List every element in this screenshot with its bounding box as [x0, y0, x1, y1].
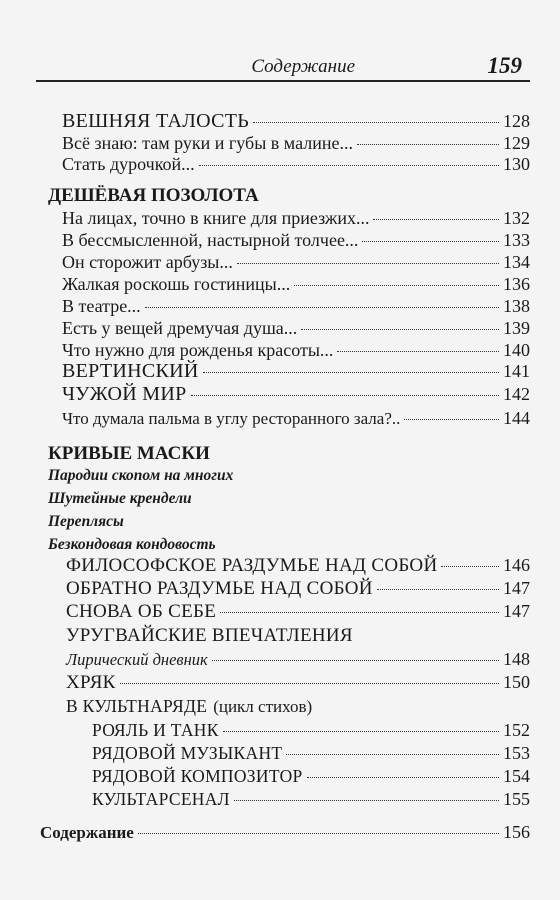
toc-entry[interactable] — [66, 649, 530, 670]
toc-entry-page: 147 — [503, 578, 530, 598]
toc-entry-page: 153 — [503, 743, 530, 763]
toc-entry[interactable] — [62, 383, 530, 406]
toc-entry-page: 128 — [503, 111, 530, 131]
toc-leader — [441, 566, 499, 567]
toc-entry-title: Он сторожит арбузы... — [62, 252, 233, 272]
running-header — [36, 48, 530, 82]
toc-entry[interactable] — [62, 318, 530, 339]
toc-entry[interactable] — [66, 625, 530, 647]
toc-entry-title: Что нужно для рожденья красоты... — [62, 340, 334, 360]
toc-subheading[interactable] — [48, 490, 530, 508]
subheading-title: Безкондовая кондовость — [48, 536, 216, 553]
toc-leader — [191, 395, 499, 396]
toc-leader — [373, 219, 499, 220]
subheading-title: Шутейные крендели — [48, 490, 192, 507]
header-page-number: 159 — [487, 53, 522, 78]
toc-subheading[interactable] — [48, 467, 530, 485]
toc-entry-page: 132 — [503, 208, 530, 228]
toc-leader — [199, 165, 499, 166]
toc-entry-page: 139 — [503, 318, 530, 338]
toc-entry-title: ФИЛОСОФСКОЕ РАЗДУМЬЕ НАД СОБОЙ — [66, 555, 438, 576]
toc-entry-title: УРУГВАЙСКИЕ ВПЕЧАТЛЕНИЯ — [66, 625, 353, 646]
toc-entry-title: Стать дурочкой... — [62, 154, 195, 174]
toc-entry-title: Содержание — [40, 823, 134, 842]
toc-entry[interactable] — [62, 252, 530, 273]
toc-entry-title: ОБРАТНО РАЗДУМЬЕ НАД СОБОЙ — [66, 578, 373, 599]
toc-entry-title: СНОВА ОБ СЕБЕ — [66, 601, 217, 622]
toc-entry[interactable] — [92, 766, 530, 787]
toc-entry[interactable] — [62, 296, 530, 317]
toc-entry[interactable] — [92, 789, 530, 810]
header-title: Содержание — [251, 56, 355, 77]
toc-leader — [404, 419, 499, 420]
toc-entry[interactable] — [66, 696, 530, 717]
toc-leader — [203, 372, 499, 373]
toc-entry-title: Что думала пальма в углу ресторанного зала?.. — [62, 409, 401, 428]
toc-entry[interactable] — [92, 743, 530, 764]
toc-entry[interactable] — [66, 555, 530, 577]
toc-entry[interactable] — [40, 822, 530, 843]
toc-entry[interactable] — [62, 360, 530, 383]
toc-entry-page: 147 — [503, 601, 530, 621]
toc-entry-title: КУЛЬТАРСЕНАЛ — [92, 789, 230, 809]
toc-entry-title: ХРЯК — [66, 672, 116, 693]
toc-entry-page: 130 — [503, 154, 530, 174]
toc-entry-title: РЯДОВОЙ МУЗЫКАНТ — [92, 743, 283, 763]
toc-entry-page: 148 — [503, 649, 530, 669]
toc-leader — [307, 777, 499, 778]
toc-entry-suffix: (цикл стихов) — [213, 697, 313, 716]
toc-entry-title: В бессмысленной, настырной толчее... — [62, 230, 359, 250]
toc-entry[interactable] — [62, 154, 530, 175]
toc-entry-page: 140 — [503, 340, 530, 360]
toc-leader — [212, 660, 499, 661]
toc-leader — [237, 263, 499, 264]
toc-section-heading[interactable] — [48, 185, 530, 207]
toc-leader — [377, 589, 499, 590]
section-title: КРИВЫЕ МАСКИ — [48, 443, 210, 464]
toc-entry-page: 156 — [503, 822, 530, 842]
toc-entry-title: РОЯЛЬ И ТАНК — [92, 720, 219, 740]
toc-entry[interactable] — [62, 110, 530, 133]
toc-entry-page: 134 — [503, 252, 530, 272]
toc-entry-page: 150 — [503, 672, 530, 692]
toc-leader — [357, 144, 499, 145]
toc-entry[interactable] — [66, 672, 530, 694]
toc-entry[interactable] — [66, 578, 530, 600]
subheading-title: Переплясы — [48, 513, 124, 530]
toc-entry[interactable] — [62, 133, 530, 154]
toc-entry-title: РЯДОВОЙ КОМПОЗИТОР — [92, 766, 303, 786]
toc-entry-title: ВЕШНЯЯ ТАЛОСТЬ — [62, 110, 250, 132]
toc-entry[interactable] — [92, 720, 530, 741]
section-title: ДЕШЁВАЯ ПОЗОЛОТА — [48, 185, 259, 206]
toc-leader — [301, 329, 499, 330]
toc-entry-page: 154 — [503, 766, 530, 786]
toc-leader — [234, 800, 499, 801]
toc-entry[interactable] — [66, 601, 530, 623]
toc-entry-title: На лицах, точно в книге для приезжих... — [62, 208, 370, 228]
toc-subheading[interactable] — [48, 513, 530, 531]
toc-entry-title: Всё знаю: там руки и губы в малине... — [62, 133, 353, 153]
toc-leader — [362, 241, 499, 242]
toc-section-heading[interactable] — [48, 443, 530, 465]
toc-entry-page: 142 — [503, 384, 530, 404]
toc-entry-page: 152 — [503, 720, 530, 740]
toc-leader — [138, 833, 499, 834]
toc-entry[interactable] — [62, 208, 530, 229]
toc-entry-title: Лирический дневник — [66, 650, 208, 669]
toc-entry-page: 146 — [503, 555, 530, 575]
toc-entry-page: 155 — [503, 789, 530, 809]
toc-entry-title: В театре... — [62, 296, 141, 316]
toc-entry[interactable] — [62, 274, 530, 295]
subheading-title: Пародии скопом на многих — [48, 467, 234, 484]
toc-entry-page: 141 — [503, 361, 530, 381]
toc-entry-title: ВЕРТИНСКИЙ — [62, 360, 199, 382]
toc-entry-page: 144 — [503, 408, 530, 428]
toc-entry-page: 136 — [503, 274, 530, 294]
toc-leader — [337, 351, 499, 352]
toc-leader — [223, 731, 499, 732]
toc-entry-title: В КУЛЬТНАРЯДЕ — [66, 696, 208, 716]
toc-leader — [253, 122, 499, 123]
toc-entry[interactable] — [62, 340, 530, 361]
toc-subheading[interactable] — [48, 536, 530, 554]
toc-entry-title: Есть у вещей дремучая душа... — [62, 318, 298, 338]
toc-entry[interactable] — [62, 408, 530, 429]
toc-entry-title: Жалкая роскошь гостиницы... — [62, 274, 291, 294]
toc-leader — [145, 307, 499, 308]
toc-leader — [286, 754, 499, 755]
toc-entry[interactable] — [62, 230, 530, 251]
toc-entry-page: 129 — [503, 133, 530, 153]
toc-leader — [220, 612, 499, 613]
toc-entry-page: 133 — [503, 230, 530, 250]
toc-leader — [120, 683, 499, 684]
toc-entry-title: ЧУЖОЙ МИР — [62, 383, 187, 405]
toc-entry-page: 138 — [503, 296, 530, 316]
toc-leader — [294, 285, 499, 286]
